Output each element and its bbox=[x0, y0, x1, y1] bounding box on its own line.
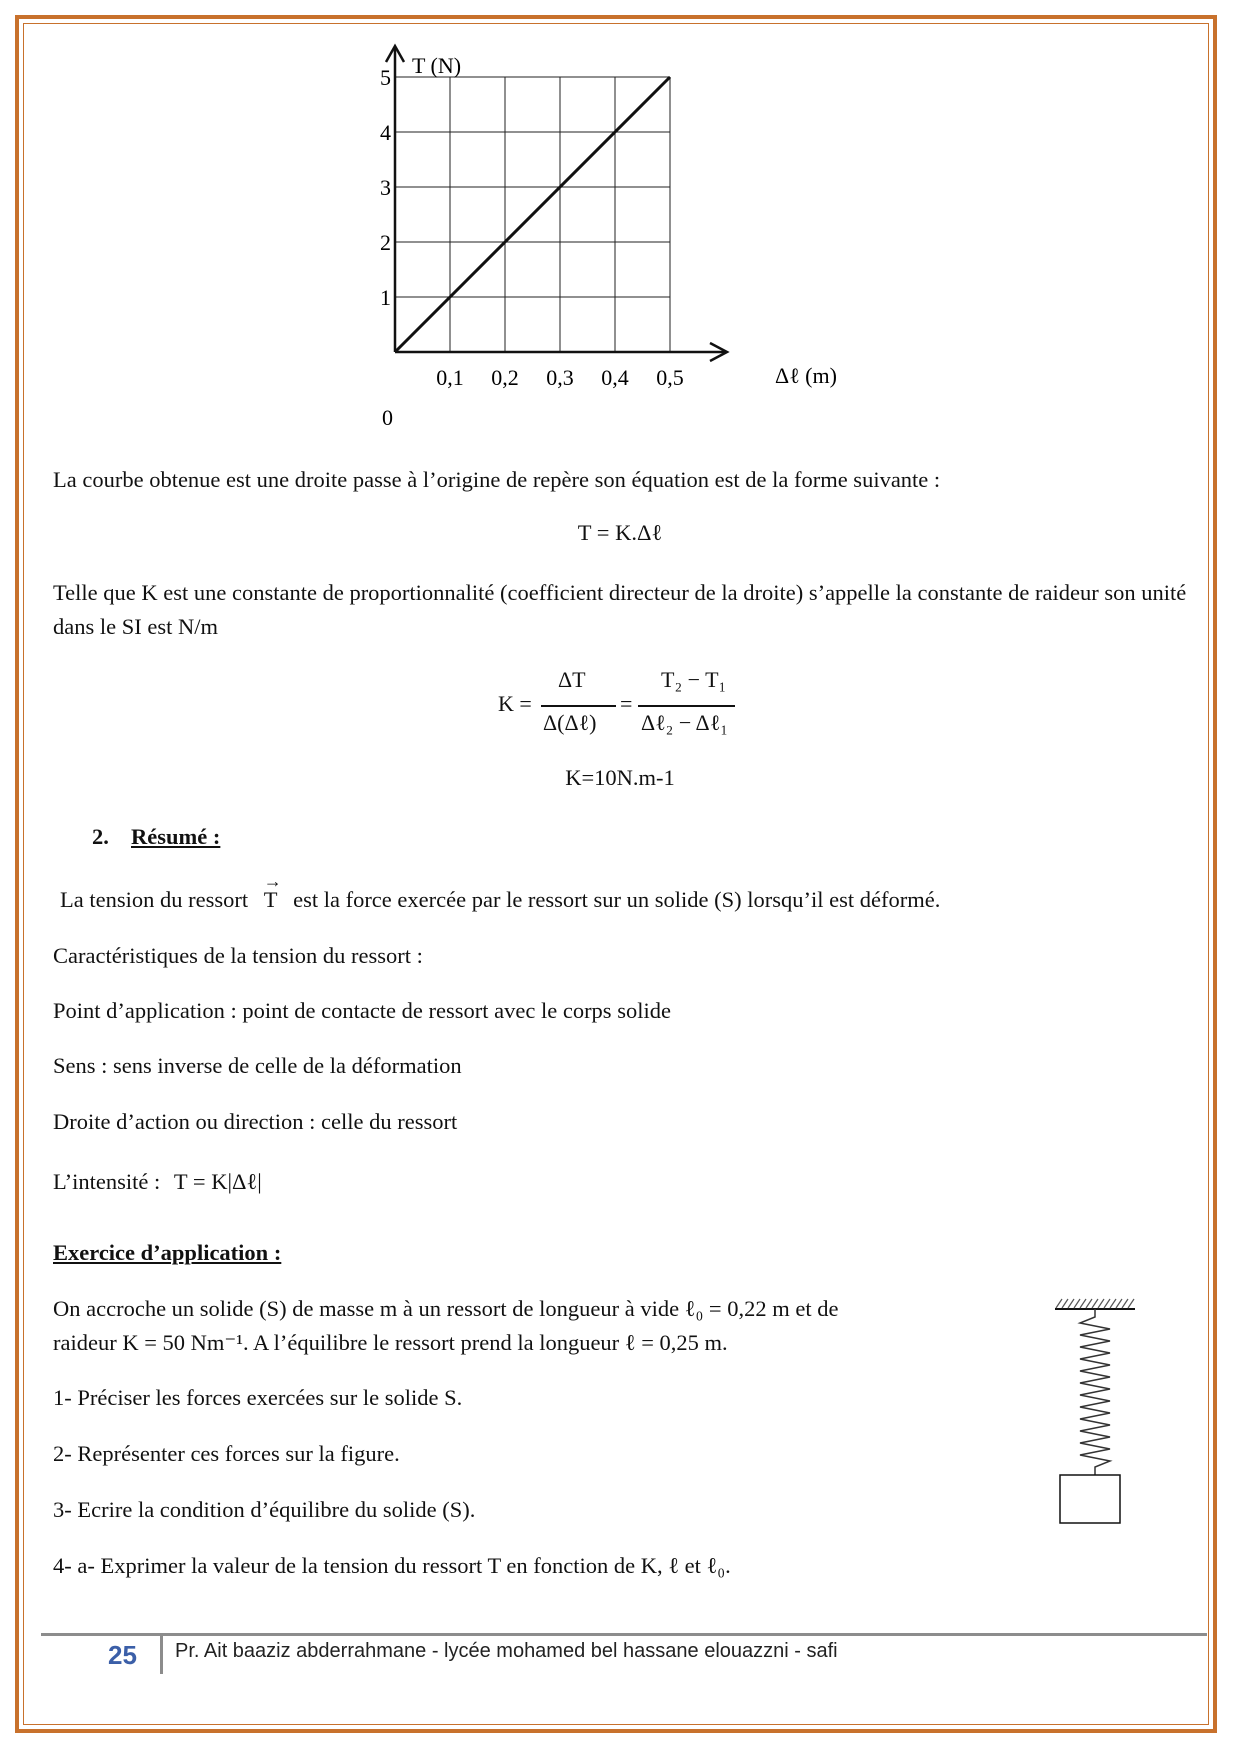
eq2-num2: T₂ − T₁ bbox=[661, 667, 727, 692]
eq2-num1: ΔT bbox=[558, 667, 586, 692]
question-4a: 4- a- Exprimer la valeur de la tension du ressort T en fonction de K, ℓ et ℓ₀. bbox=[53, 1553, 731, 1578]
equation-t-k: T = K.Δℓ bbox=[577, 520, 663, 545]
footer-author: Pr. Ait baaziz abderrahmane - lycée mohamed bel hassane elouazzni - safi bbox=[175, 1640, 838, 1662]
y-tick-label: 4 bbox=[380, 120, 391, 145]
x-tick-label: 0,4 bbox=[601, 365, 629, 390]
equation-k-value: K=10N.m-1 bbox=[565, 765, 675, 790]
y-tick-label: 3 bbox=[380, 175, 391, 200]
chart-series bbox=[395, 77, 670, 352]
series-line bbox=[395, 77, 670, 352]
paragraph-direction-sense: Sens : sens inverse de celle de la déformation bbox=[53, 1053, 462, 1078]
eq2-left: K = bbox=[498, 691, 532, 716]
ceiling-support bbox=[1055, 1299, 1135, 1309]
eq2-den1: Δ(Δℓ) bbox=[543, 710, 597, 735]
y-tick-label: 5 bbox=[380, 65, 391, 90]
eq2-equals: = bbox=[620, 691, 633, 716]
x-tick-label: 0,1 bbox=[436, 365, 464, 390]
paragraph-characteristics: Caractéristiques de la tension du ressort : bbox=[53, 943, 423, 968]
origin-label: 0 bbox=[382, 405, 393, 430]
eq2-den2: Δℓ₂ − Δℓ₁ bbox=[641, 710, 728, 735]
footer-rule bbox=[41, 1633, 1207, 1636]
page-number: 25 bbox=[108, 1640, 137, 1670]
footer-divider bbox=[160, 1634, 163, 1674]
spring-coil bbox=[1080, 1309, 1110, 1475]
question-1: 1- Préciser les forces exercées sur le solide S. bbox=[53, 1385, 463, 1410]
tension-chart bbox=[370, 40, 870, 440]
tension-text-b: est la force exercée par le ressort sur un solide (S) lorsqu’il est déformé. bbox=[293, 887, 941, 912]
x-tick-label: 0,2 bbox=[491, 365, 519, 390]
paragraph-line-of-action: Droite d’action ou direction : celle du ressort bbox=[53, 1109, 458, 1134]
chart-axes bbox=[386, 46, 727, 361]
exercise-line-2: raideur K = 50 Nm⁻¹. A l’équilibre le ressort prend la longueur ℓ = 0,25 m. bbox=[53, 1330, 728, 1355]
paragraph-constant: Telle que K est une constante de proportionnalité (coefficient directeur de la droite) s’appelle la constante de raideur son unité dans le SI est N/m bbox=[53, 580, 1187, 639]
question-3: 3- Ecrire la condition d’équilibre du solide (S). bbox=[53, 1497, 476, 1522]
paragraph-tension bbox=[60, 871, 941, 917]
section-title-resume: Résumé : bbox=[131, 824, 221, 849]
x-axis-label: Δℓ (m) bbox=[775, 363, 837, 388]
y-tick-label: 1 bbox=[380, 285, 391, 310]
tension-vector-symbol: T bbox=[263, 887, 278, 912]
solid-block bbox=[1060, 1475, 1120, 1523]
paragraph-curve: La courbe obtenue est une droite passe à l’origine de repère son équation est de la forme suivante : bbox=[53, 467, 941, 492]
tension-text-a: La tension du ressort bbox=[60, 887, 249, 912]
x-tick-label: 0,3 bbox=[546, 365, 574, 390]
exercise-title: Exercice d’application : bbox=[53, 1240, 282, 1265]
vector-arrow-icon: → bbox=[263, 871, 282, 891]
question-2: 2- Représenter ces forces sur la figure. bbox=[53, 1441, 400, 1466]
chart-ticks bbox=[380, 65, 684, 390]
y-axis-label: T (N) bbox=[412, 53, 462, 78]
section-number: 2. bbox=[92, 824, 109, 849]
exercise-line-1: On accroche un solide (S) de masse m à un ressort de longueur à vide ℓ₀ = 0,22 m et de bbox=[53, 1296, 839, 1321]
tension-vector bbox=[263, 871, 282, 917]
y-tick-label: 2 bbox=[380, 230, 391, 255]
intensity-label: L’intensité : bbox=[53, 1169, 161, 1194]
spring-figure bbox=[1050, 1295, 1140, 1555]
intensity-formula: T = K|Δℓ| bbox=[173, 1169, 262, 1194]
paragraph-application-point: Point d’application : point de contacte de ressort avec le corps solide bbox=[53, 998, 671, 1023]
x-tick-label: 0,5 bbox=[656, 365, 684, 390]
paragraph-intensity bbox=[53, 1166, 262, 1199]
